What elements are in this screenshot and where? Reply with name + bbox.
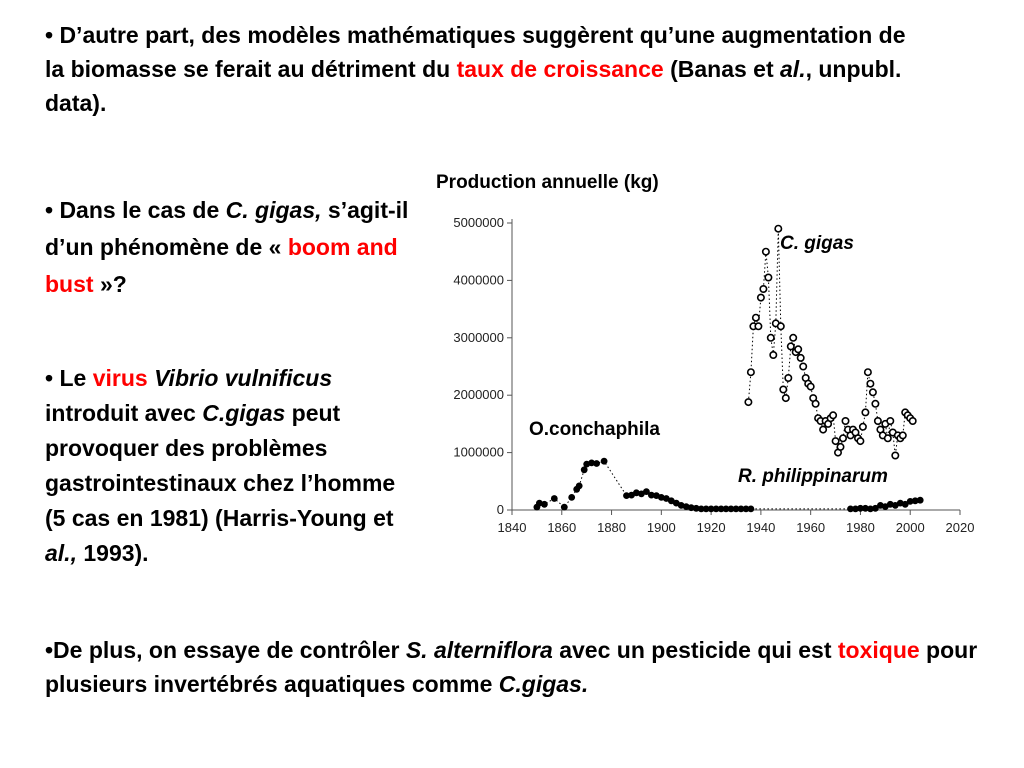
data-point-c-gigas xyxy=(832,438,838,444)
y-tick-label: 2000000 xyxy=(453,387,504,403)
p3-vibrio-name: Vibrio vulnificus xyxy=(154,365,333,391)
p4-text-c: avec un pesticide qui est xyxy=(552,637,838,663)
data-point-o-conchaphila xyxy=(551,495,558,502)
data-point-c-gigas xyxy=(770,352,776,358)
p1-growth-rate-highlight: taux de croissance xyxy=(456,56,664,82)
p1-text-e: , unpubl. data). xyxy=(45,56,902,116)
x-tick-label: 1900 xyxy=(646,520,676,535)
x-tick-label: 1880 xyxy=(597,520,627,535)
p2-text-e: »? xyxy=(93,271,127,297)
paragraph-biomass-models xyxy=(45,18,925,120)
p2-text-a: • Dans le cas de xyxy=(45,197,226,223)
data-point-o-conchaphila xyxy=(576,483,583,490)
p3-species-name: C.gigas xyxy=(202,400,286,426)
data-point-c-gigas xyxy=(885,435,891,441)
data-point-c-gigas xyxy=(812,401,818,407)
data-point-c-gigas xyxy=(768,335,774,341)
x-tick-label: 1920 xyxy=(696,520,726,535)
data-point-c-gigas xyxy=(780,386,786,392)
y-tick-label: 1000000 xyxy=(453,444,504,460)
data-point-c-gigas xyxy=(837,444,843,450)
data-point-c-gigas xyxy=(820,426,826,432)
data-point-c-gigas xyxy=(892,452,898,458)
data-point-c-gigas xyxy=(745,399,751,405)
y-tick-label: 3000000 xyxy=(453,329,504,345)
p2-text-c: s’agit-il d’un phénomène de « xyxy=(45,197,409,260)
chart-title: Production annuelle (kg) xyxy=(436,172,659,193)
x-tick-label: 1840 xyxy=(497,520,527,535)
data-point-o-conchaphila xyxy=(748,506,755,513)
x-tick-label: 2000 xyxy=(895,520,925,535)
data-point-c-gigas xyxy=(840,435,846,441)
p1-text-c: (Banas et xyxy=(663,56,781,82)
data-point-c-gigas xyxy=(862,409,868,415)
data-point-c-gigas xyxy=(755,323,761,329)
y-tick-label: 0 xyxy=(496,502,504,517)
data-point-c-gigas xyxy=(748,369,754,375)
data-point-c-gigas xyxy=(867,381,873,387)
y-tick-label: 4000000 xyxy=(453,272,504,288)
data-point-c-gigas xyxy=(872,401,878,407)
p4-text-a: •De plus, on essaye de contrôler xyxy=(45,637,406,663)
x-tick-label: 1980 xyxy=(845,520,875,535)
p3-text-g: peut provoquer des problèmes gastrointestinaux chez l’homme (5 cas en 1981) (Harris-Young et xyxy=(45,400,396,531)
x-tick-label: 1940 xyxy=(746,520,776,535)
data-point-c-gigas xyxy=(870,389,876,395)
p3-text-i: 1993). xyxy=(76,540,149,566)
data-point-c-gigas xyxy=(887,418,893,424)
p3-text-h: al., xyxy=(45,540,77,566)
data-point-c-gigas xyxy=(808,383,814,389)
data-point-c-gigas xyxy=(800,363,806,369)
data-point-c-gigas xyxy=(875,418,881,424)
data-point-c-gigas xyxy=(865,369,871,375)
data-point-c-gigas xyxy=(775,226,781,232)
data-point-c-gigas xyxy=(760,286,766,292)
paragraph-boom-and-bust xyxy=(45,192,415,303)
p1-text-d: al. xyxy=(780,56,806,82)
p4-toxic-highlight: toxique xyxy=(837,637,920,663)
paragraph-pesticide xyxy=(45,633,1005,701)
data-point-c-gigas xyxy=(790,335,796,341)
data-point-c-gigas xyxy=(788,343,794,349)
data-point-o-conchaphila xyxy=(541,501,548,508)
data-point-o-conchaphila xyxy=(593,460,600,467)
data-point-c-gigas xyxy=(798,355,804,361)
data-point-c-gigas xyxy=(860,424,866,430)
series-label-o-conchaphila: O.conchaphila xyxy=(529,419,660,440)
x-tick-label: 1860 xyxy=(547,520,577,535)
data-point-c-gigas xyxy=(763,249,769,255)
series-label-c-gigas: C. gigas xyxy=(780,233,854,254)
paragraph-vibrio-virus xyxy=(45,361,420,571)
production-chart xyxy=(430,205,975,545)
data-point-c-gigas xyxy=(910,418,916,424)
data-point-c-gigas xyxy=(795,346,801,352)
p4-text-e: pour plusieurs invertébrés aquatiques comme xyxy=(45,637,978,697)
p4-spartina-name: S. alterniflora xyxy=(405,637,553,663)
data-point-c-gigas xyxy=(758,294,764,300)
data-point-c-gigas xyxy=(753,315,759,321)
data-point-o-conchaphila xyxy=(601,458,608,465)
data-point-c-gigas xyxy=(842,418,848,424)
data-point-c-gigas xyxy=(765,274,771,280)
p1-text-a: • D’autre part, des modèles mathématiques suggèrent qu’une augmentation de la biomasse se ferait au détriment du xyxy=(45,22,906,82)
data-point-c-gigas xyxy=(857,438,863,444)
p3-text-e: introduit avec xyxy=(45,400,203,426)
y-tick-label: 5000000 xyxy=(453,215,504,230)
p3-virus-highlight: virus xyxy=(92,365,148,391)
x-tick-label: 1960 xyxy=(796,520,826,535)
data-point-c-gigas xyxy=(830,412,836,418)
data-point-c-gigas xyxy=(785,375,791,381)
data-point-c-gigas xyxy=(778,323,784,329)
data-point-c-gigas xyxy=(783,395,789,401)
data-point-o-conchaphila xyxy=(568,494,575,501)
data-point-c-gigas xyxy=(900,432,906,438)
series-label-r-philippinarum: R. philippinarum xyxy=(738,466,888,487)
data-point-o-conchaphila xyxy=(561,504,568,511)
p4-species-name: C.gigas. xyxy=(498,671,589,697)
p3-text-a: • Le xyxy=(45,365,93,391)
p2-species-name: C. gigas, xyxy=(225,197,322,223)
p2-boom-bust-highlight: boom and bust xyxy=(45,234,398,297)
data-point-o-conchaphila xyxy=(917,497,924,504)
x-tick-label: 2020 xyxy=(945,520,975,535)
